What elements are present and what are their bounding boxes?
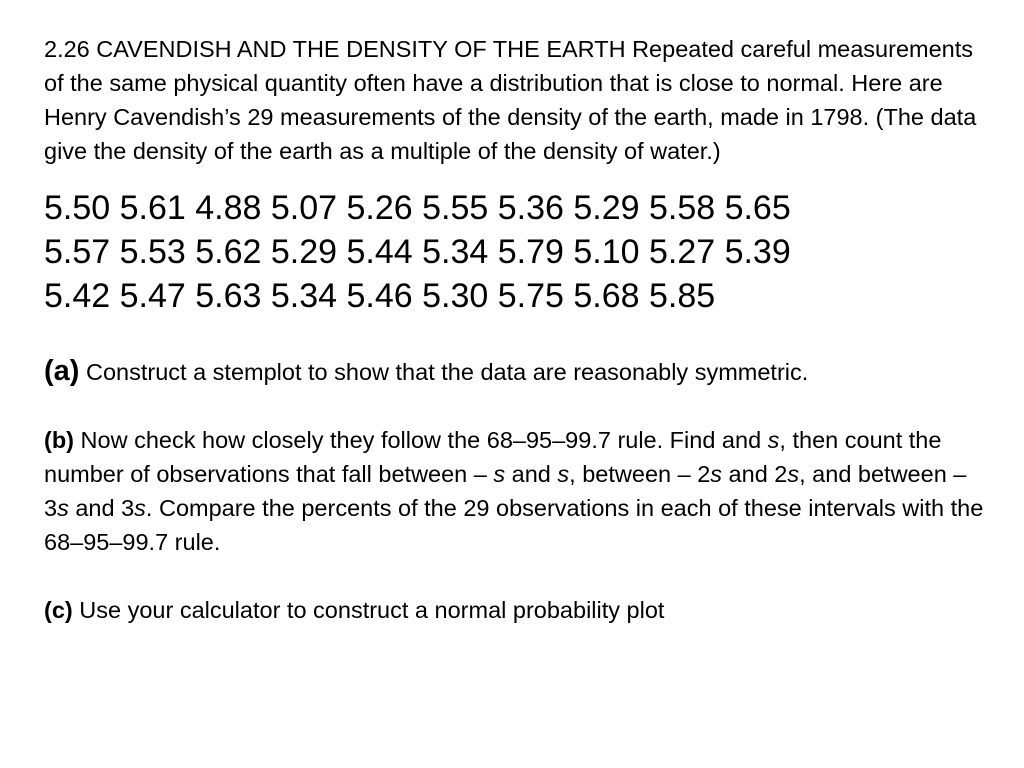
part-a [44, 354, 994, 389]
part-b-text-3: and [505, 461, 558, 487]
part-b-s-2: s [493, 461, 506, 487]
data-line-3: 5.42 5.47 5.63 5.34 5.46 5.30 5.75 5.68 5.85 [44, 277, 716, 315]
part-b-text-7: and 3 [68, 495, 135, 521]
part-b-s-7: s [134, 495, 146, 521]
part-b-text-5: and 2 [722, 461, 788, 487]
part-b-s-4: s [710, 461, 723, 487]
data-line-1: 5.50 5.61 4.88 5.07 5.26 5.55 5.36 5.29 5.58 5.65 [44, 189, 791, 227]
data-line-2: 5.57 5.53 5.62 5.29 5.44 5.34 5.79 5.10 5.27 5.39 [44, 233, 791, 271]
part-b [44, 423, 994, 559]
part-b-text-2: , then count the number of observations that fall between – [44, 427, 942, 487]
part-b-s-5: s [787, 461, 800, 487]
part-b-text-8: . Compare the percents of the 29 observations in each of these intervals with the 68–95–99.7 rule. [44, 495, 984, 555]
part-b-s-1: s [767, 427, 780, 453]
part-b-s-3: s [557, 461, 570, 487]
part-b-s-6: s [57, 495, 69, 521]
part-c-text: Use your calculator to construct a normal probability plot [72, 597, 665, 623]
part-b-label: (b) [44, 427, 75, 453]
problem-intro: 2.26 CAVENDISH AND THE DENSITY OF THE EARTH Repeated careful measurements of the same physical quantity often have a distribution that is close to normal. Here are Henry Cavendish’s 29 measurements of the density of the earth, made in 1798. (The data give the density of the earth as a multiple of the density of water.) [44, 36, 977, 164]
part-b-text-6: , and between – 3 [44, 461, 967, 521]
part-c [44, 593, 994, 627]
measurement-data [44, 186, 994, 318]
part-b-text-4: , between – 2 [569, 461, 711, 487]
slide-content [44, 32, 994, 627]
part-a-label: (a) [44, 355, 80, 387]
part-b-text-1: Now check how closely they follow the 68–95–99.7 rule. Find and [74, 427, 768, 453]
part-a-text: Construct a stemplot to show that the data are reasonably symmetric. [79, 359, 809, 385]
part-c-label: (c) [44, 597, 73, 623]
